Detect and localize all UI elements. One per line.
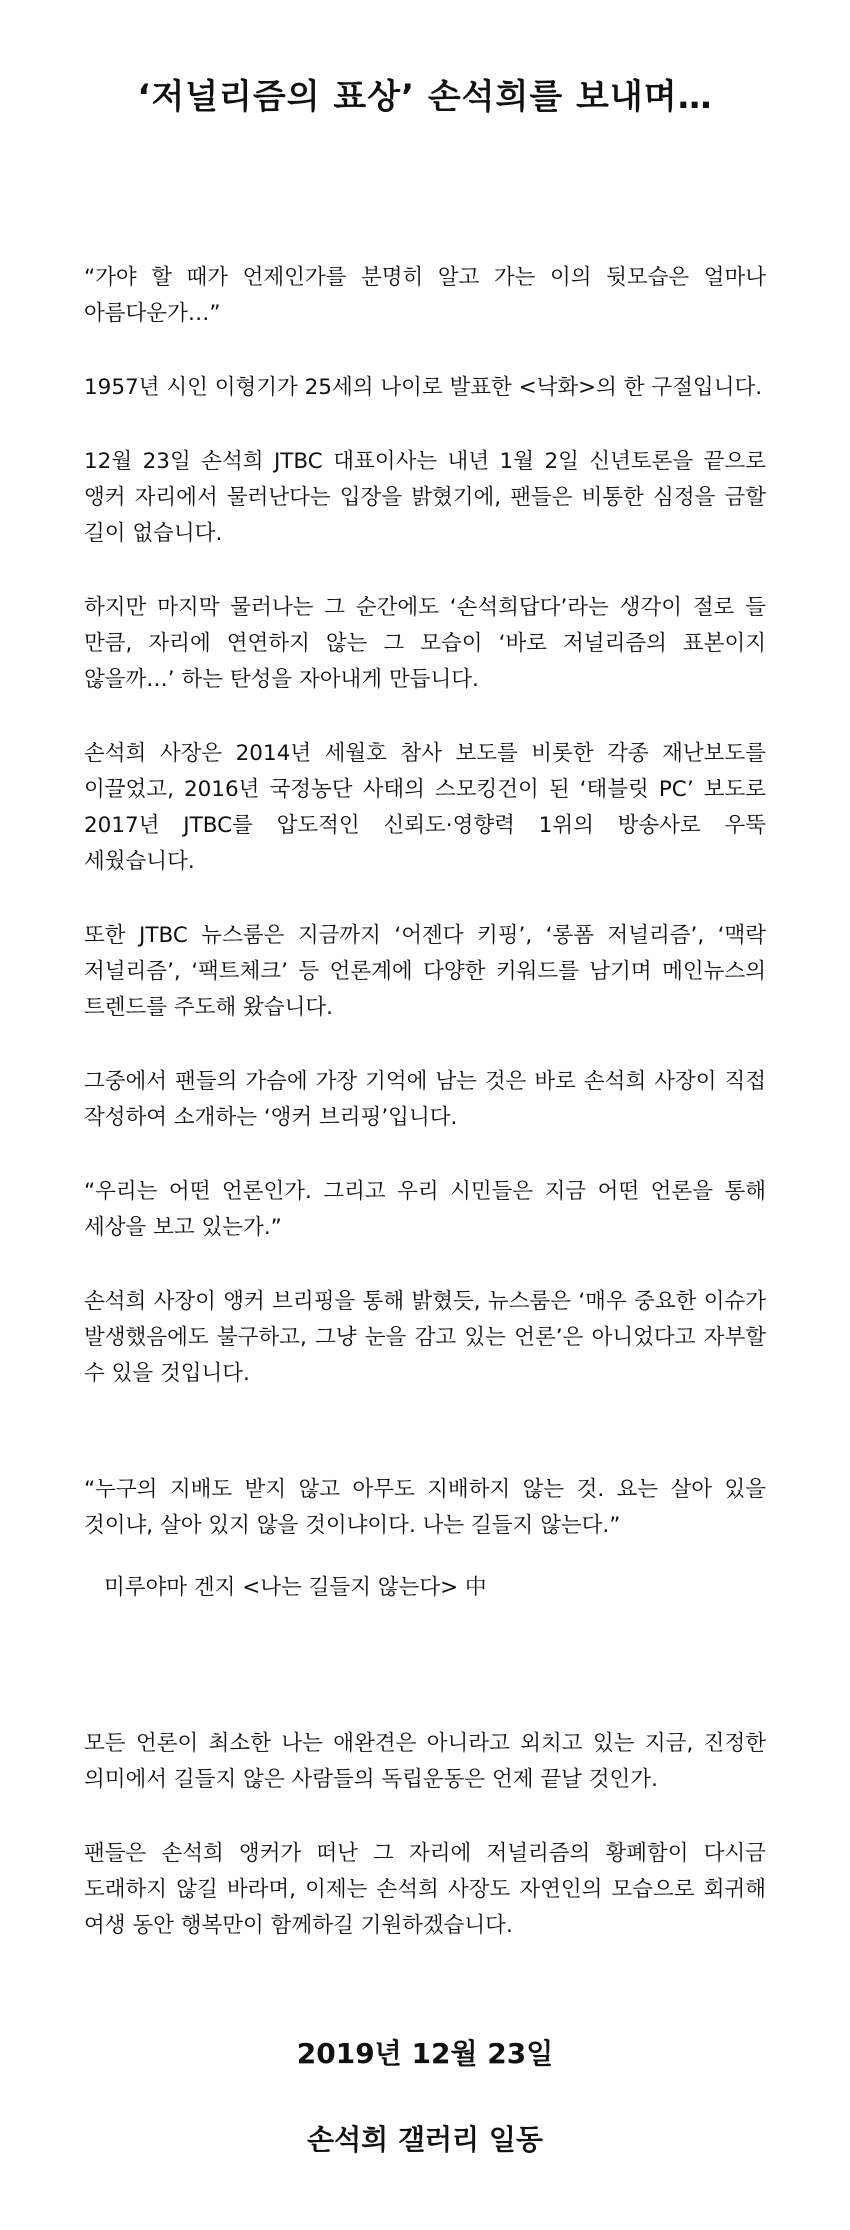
poem-source-paragraph: 1957년 시인 이형기가 25세의 나이로 발표한 <낙화>의 한 구절입니다.: [84, 375, 763, 400]
independence-paragraph: 모든 언론이 최소한 나는 애완견은 아니라고 외치고 있는 지금, 진정한 의미에서 길들지 않은 사람들의 독립운동은 언제 끝날 것인가.: [84, 1731, 766, 1792]
admiration-paragraph: 하지만 마지막 물러나는 그 순간에도 ‘손석희답다’라는 생각이 절로 들 만큼, 자리에 연연하지 않는 그 모습이 ‘바로 저널리즘의 표본이지 않을까…’ 하는 탄성을 자아내게 만듭니다.: [84, 595, 766, 692]
page-title: ‘저널리즘의 표상’ 손석희를 보내며…: [137, 77, 713, 117]
statement-date: 2019년 12월 23일: [296, 2037, 554, 2070]
achievements-paragraph: 손석희 사장은 2014년 세월호 참사 보도를 비롯한 각종 재난보도를 이끌었고, 2016년 국정농단 사태의 스모킹건이 된 ‘태블릿 PC’ 보도로 2017년 JTBC를 압도적인 신뢰도·영향력 1위의 방송사로 우뚝 세웠습니다.: [84, 741, 766, 874]
resignation-paragraph: 12월 23일 손석희 JTBC 대표이사는 내년 1월 2일 신년토론을 끝으로 앵커 자리에서 물러난다는 입장을 밝혔기에, 팬들은 비통한 심정을 금할 길이 없습니다.: [84, 449, 766, 546]
statement-body: [84, 260, 766, 1392]
farewell-paragraph: 팬들은 손석희 앵커가 떠난 그 자리에 저널리즘의 황폐함이 다시금 도래하지 않길 바라며, 이제는 손석희 사장도 자연인의 모습으로 회귀해 여생 동안 행복만이 함께하길 기원하겠습니다.: [84, 1841, 766, 1938]
anchor-briefing-paragraph: 그중에서 팬들의 가슴에 가장 기억에 남는 것은 바로 손석희 사장이 직접 작성하여 소개하는 ‘앵커 브리핑’입니다.: [84, 1069, 766, 1130]
opening-quote-paragraph: “가야 할 때가 언제인가를 분명히 알고 가는 이의 뒷모습은 얼마나 아름다운가…”: [84, 265, 766, 326]
book-quote-text: “누구의 지배도 받지 않고 아무도 지배하지 않는 것. 요는 살아 있을 것이냐, 살아 있지 않을 것이냐이다. 나는 길들지 않는다.”: [84, 1477, 766, 1538]
closing-body: [84, 1726, 766, 1944]
statement-signature: 손석희 갤러리 일동: [307, 2123, 543, 2156]
book-quote-citation: 미루야마 겐지 <나는 길들지 않는다> 中: [104, 1575, 487, 1600]
pride-paragraph: 손석희 사장이 앵커 브리핑을 통해 밝혔듯, 뉴스룸은 ‘매우 중요한 이슈가 발생했음에도 불구하고, 그냥 눈을 감고 있는 언론’은 아니었다고 자부할 수 있을 것입니다.: [84, 1289, 766, 1386]
keywords-paragraph: 또한 JTBC 뉴스룸은 지금까지 ‘어젠다 키핑’, ‘롱폼 저널리즘’, ‘맥락 저널리즘’, ‘팩트체크’ 등 언론계에 다양한 키워드를 남기며 메인뉴스의 트렌드를 주도해 왔습니다.: [84, 923, 766, 1020]
book-quote-block: [84, 1472, 766, 1606]
briefing-quote-paragraph: “우리는 어떤 언론인가. 그리고 우리 시민들은 지금 어떤 언론을 통해 세상을 보고 있는가.”: [84, 1179, 766, 1240]
